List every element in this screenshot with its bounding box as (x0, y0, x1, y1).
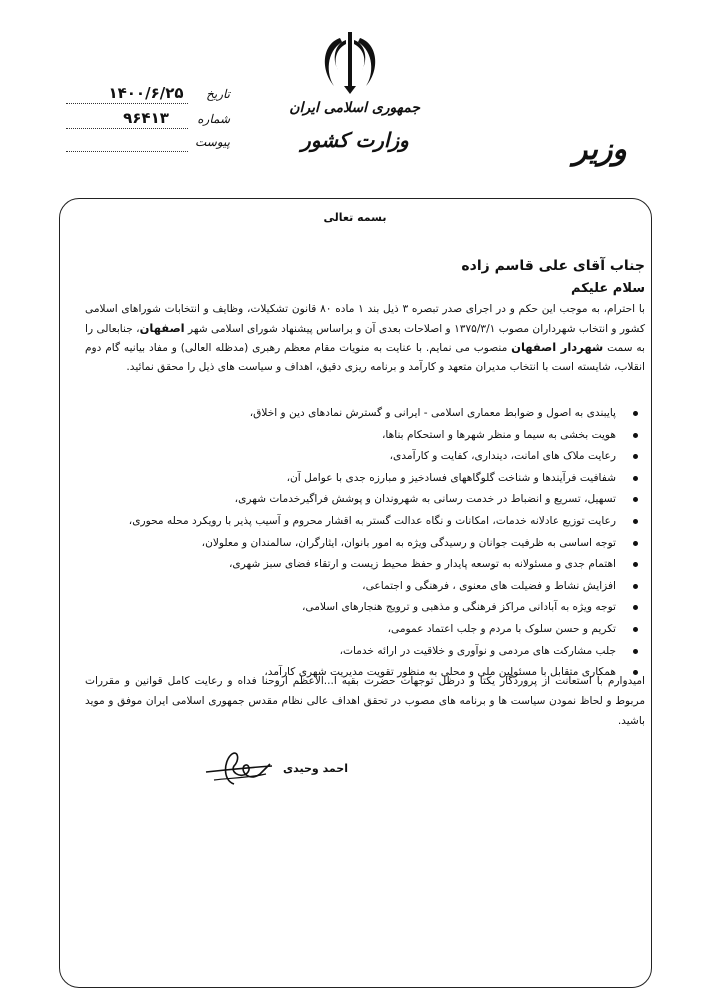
greeting: سلام علیکم (571, 281, 645, 296)
body-text-1: با احترام، به موجب این حکم و در اجرای صدر تبصره ۳ ذیل بند ۱ ماده ۸۰ قانون تشکیلات، وظایف و انتخابات شوراهای اسلامی کشور و انتخاب شهرداران مصوب ۱۳۷۵/۳/۱ و اصلاحات بعدی آن و براساس پیشنهاد شورای اسلامی شهر (85, 303, 646, 335)
date-label: تاریخ (206, 87, 230, 101)
org-ministry-name: وزارت کشور (301, 128, 409, 152)
recipient-salutation: جناب آقای علی قاسم زاده (461, 258, 645, 274)
letter-body-paragraph (85, 300, 645, 376)
list-item: افزایش نشاط و فضیلت های معنوی ، فرهنگی و اجتماعی، (88, 576, 628, 598)
list-item: پایبندی به اصول و ضوابط معماری اسلامی - ایرانی و گسترش نمادهای دین و اخلاق، (88, 403, 628, 425)
number-row (60, 109, 230, 132)
date-value: ۱۴۰۰/۶/۲۵ (108, 84, 184, 102)
list-item: جلب مشارکت های مردمی و نوآوری و خلاقیت در ارائه خدمات، (88, 641, 628, 663)
body-text-3: منصوب می نمایم. با عنایت به منویات مقام معظم رهبری (مدظله العالی) و مفاد بیانیه گام دوم انقلاب، شایسته است با انتخاب مدیران متعهد و کارآمد و برنامه ریزی دقیق، اهداف و سیاست های ذیل را محقق نمائید. (85, 342, 645, 373)
attachment-row (60, 135, 230, 155)
body-position-title: شهردار اصفهان (511, 340, 604, 355)
date-row (60, 84, 230, 107)
body-city-name: اصفهان (139, 320, 185, 335)
basmala: بسمه تعالی (323, 211, 387, 224)
list-item: اهتمام جدی و مسئولانه به توسعه پایدار و حفظ محیط زیست و ارتقاء فضای سبز شهری، (88, 554, 628, 576)
list-item: تسهیل، تسریع و انضباط در خدمت رسانی به شهروندان و پوشش فراگیرخدمات شهری، (88, 489, 628, 511)
minister-title: وزیر (573, 132, 627, 167)
signature-icon (204, 744, 274, 792)
signer-name: احمد وحیدی (283, 762, 348, 775)
list-item: هویت بخشی به سیما و منظر شهرها و استحکام بناها، (88, 425, 628, 447)
number-dotted-line (66, 128, 188, 129)
date-dotted-line (66, 103, 188, 104)
closing-paragraph: امیدوارم با استعانت از پروردگار یکتا و درظل توجهات حضرت بقیه ا...الاعظم اروحنا فداه و رعایت کامل قوانین و مقررات مربوط و لحاظ نمودن سیاست ها و برنامه های مصوب در تحقق اهداف عالی نظام مقدس جمهوری اسلامی ایران موفق و موید باشید. (85, 675, 645, 727)
body-text-2: ، جنابعالی را به سمت (85, 322, 645, 355)
objectives-list (88, 403, 628, 684)
number-label: شماره (197, 112, 230, 126)
list-item: توجه اساسی به ظرفیت جوانان و رسیدگی ویژه به امور بانوان، ایثارگران، سالمندان و معلولان، (88, 533, 628, 555)
number-value: ۹۶۴۱۳ (123, 109, 169, 127)
list-item: توجه ویژه به آبادانی مراکز فرهنگی و مذهبی و ترویج هنجارهای اسلامی، (88, 597, 628, 619)
attachment-dotted-line (66, 151, 188, 152)
list-item: رعایت ملاک های امانت، دینداری، کفایت و کارآمدی، (88, 446, 628, 468)
iran-emblem-icon (318, 30, 382, 96)
org-country-name: جمهوری اسلامی ایران (289, 100, 420, 116)
list-item: رعایت توزیع عادلانه خدمات، امکانات و نگاه عدالت گستر به اقشار محروم و آسیب پذیر با رویکرد محله محوری، (88, 511, 628, 533)
list-item: تکریم و حسن سلوک با مردم و جلب اعتماد عمومی، (88, 619, 628, 641)
list-item: شفافیت فرآیندها و شناخت گلوگاههای فسادخیز و مبارزه جدی با عوامل آن، (88, 468, 628, 490)
attachment-label: پیوست (195, 135, 230, 149)
list-item: همکاری متقابل با مسئولین ملی و محلی به منظور تقویت مدیریت شهری کارآمد، (88, 662, 628, 684)
